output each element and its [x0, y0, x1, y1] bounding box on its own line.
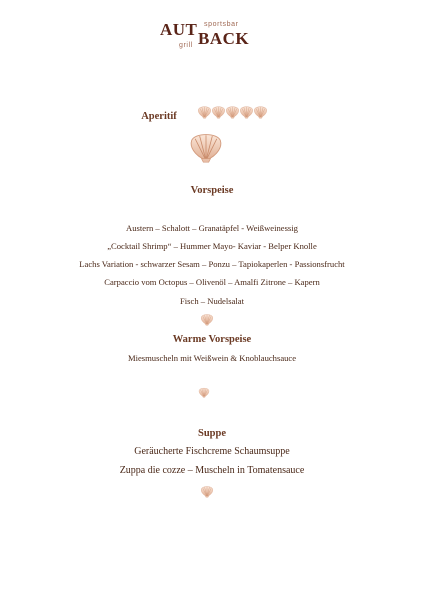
scallop-shell-icon	[225, 104, 240, 119]
vorspeise-title: Vorspeise	[190, 185, 234, 196]
warme-vorspeise-title: Warme Vorspeise	[172, 334, 252, 345]
scallop-shell-icon	[200, 312, 214, 326]
scallop-shell-icon	[211, 104, 226, 119]
logo-text-bottom-left: grill	[179, 42, 193, 49]
logo	[160, 18, 270, 48]
logo-text-top-right: sportsbar	[204, 21, 239, 28]
scallop-shell-icon	[188, 128, 224, 164]
scallop-shell-icon	[198, 386, 210, 398]
menu-item: Geräucherte Fischcreme Schaumsuppe	[134, 446, 290, 457]
menu-item: Miesmuscheln mit Weißwein & Knoblauchsauce	[127, 353, 297, 363]
menu-item: Austern – Schalott – Granatäpfel - Weißweinessig	[126, 223, 298, 233]
menu-item: Lachs Variation - schwarzer Sesam – Ponzu – Tapiokaperlen - Passionsfrucht	[79, 259, 345, 269]
menu-item: „Cocktail Shrimp“ – Hummer Mayo- Kaviar - Belper Knolle	[107, 241, 317, 251]
logo-text-bottom-right: BACK	[198, 29, 250, 48]
scallop-shell-icon	[253, 104, 268, 119]
scallop-shell-icon	[239, 104, 254, 119]
menu-item: Fisch – Nudelsalat	[180, 296, 244, 306]
menu-item: Carpaccio vom Octopus – Olivenöl – Amalfi Zitrone – Kapern	[104, 277, 320, 287]
logo-text-top-left: AUT	[160, 20, 198, 39]
aperitif-title: Aperitif	[141, 111, 177, 122]
scallop-shell-icon	[197, 104, 212, 119]
scallop-shell-icon	[200, 484, 214, 498]
suppe-title: Suppe	[197, 428, 227, 439]
menu-item: Zuppa die cozze – Muscheln in Tomatensauce	[119, 465, 305, 476]
